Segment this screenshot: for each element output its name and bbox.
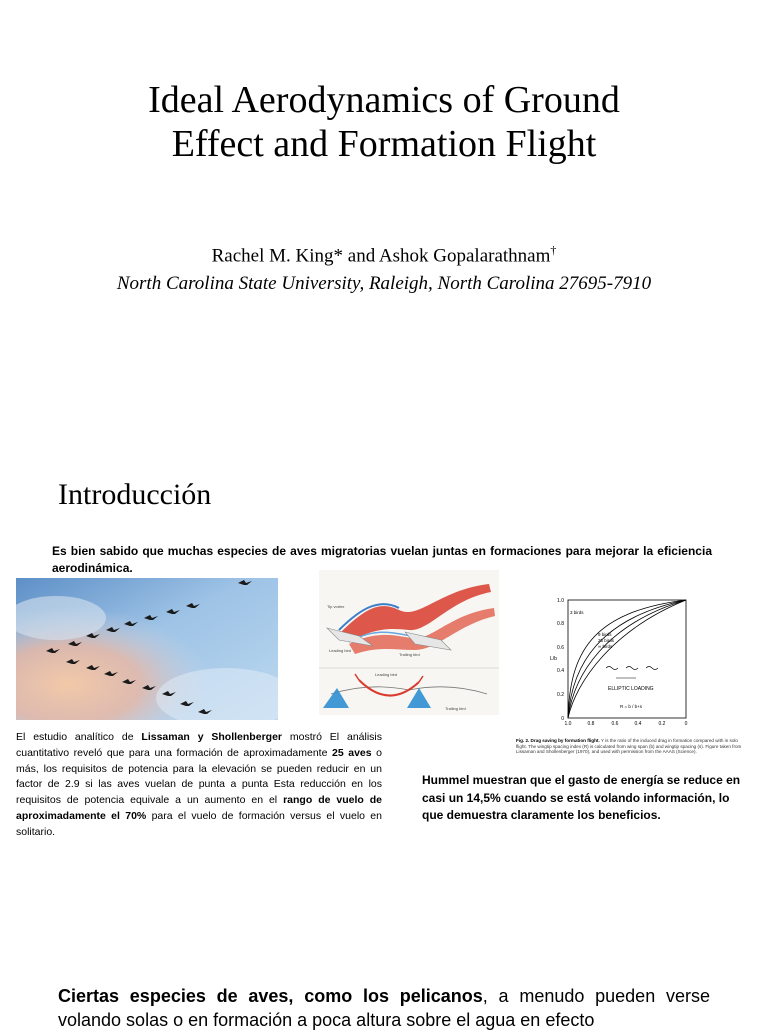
author-names [0,236,768,270]
y-tick: 0.6 [557,645,564,651]
y-tick: 0 [561,716,564,722]
x-tick: 0.6 [611,721,619,726]
intro-lead: Es bien sabido que muchas especies de aves migratorias vuelan juntas en formaciones para mejorar la eficiencia aerodinámica. [52,544,712,575]
study-bold: rango de vuelo de aproximadamente el 70% [16,794,382,822]
series-label: ∞ birds [598,644,613,649]
y-tick: 1.0 [557,598,564,604]
series-label: 3 birds [570,610,584,615]
x-tick: 1.0 [564,721,572,726]
page-title [0,78,768,166]
study-text: para el vuelo de formación versus el vuelo en solitario. [16,809,382,838]
bottom-bold: Ciertas especies de aves, como los pelicanos [58,986,483,1006]
study-bold: Lissaman y Shollenberger [141,731,282,743]
study-bold: 25 aves [332,746,372,759]
vortex-label-tip: Tip vortex [327,604,345,609]
x-tick: 0.8 [587,721,595,726]
x-tick: 0.4 [634,721,642,726]
study-text: mostró El análisis cuantitativo reveló que para una formación de aproximadamente [16,731,383,759]
title-line-2: Effect and Formation Flight [171,123,597,165]
vortex-label-trailing-2: Trailing bird [445,706,466,711]
caption-bold: Fig. 2. Drag saving by formation flight. [516,738,600,743]
drag-saving-graph [540,594,700,726]
study-paragraph [16,730,382,841]
vortex-illustration [319,570,499,715]
bottom-text: , a menudo pueden verse volando solas o en formación a poca altura sobre el agua en efecto [58,986,710,1030]
vortex-label-leading-2: Leading bird [375,672,398,677]
vortex-label-trailing: Trailing bird [399,652,420,657]
study-text: o más, los requisitos de potencia para la elevación se pueden reducir en un factor de 2.9 si las aves vuelan de punta a punta Esta reducción en los requisitos de potencia equivale a un aumento en el [16,746,382,807]
x-tick: 0.2 [658,721,666,726]
intro-heading: Introducción [58,478,212,511]
dagger-mark: † [550,243,557,257]
y-tick: 0.2 [557,692,564,698]
title-line-1: Ideal Aerodynamics of Ground [148,79,620,121]
bird-formation-photo [16,578,278,720]
author-names-text: Rachel M. King* and Ashok Gopalarathnam [211,245,551,267]
study-text: El estudio analítico de [16,731,142,743]
series-label: 9 birds [598,632,612,637]
graph-formula: R = b / b+s [620,704,643,709]
y-tick: 0.4 [557,668,564,674]
y-tick: 0.8 [557,621,564,627]
bottom-paragraph [58,984,710,1032]
graph-title: ELLIPTIC LOADING [608,686,654,692]
hummel-paragraph: Hummel muestran que el gasto de energía se reduce en casi un 14,5% cuando se está volando información, lo que demuestra claramente los beneficios. [422,773,741,822]
author-block [0,236,768,298]
y-axis-label: L/b [550,656,557,662]
series-label: 25 birds [598,638,615,643]
graph-curves [568,600,686,718]
author-affiliation: North Carolina State University, Raleigh, North Carolina 27695-7910 [116,273,652,295]
vortex-label-leading: Leading bird [329,648,352,653]
caption-text: Y is the ratio of the induced drag in formation compared with in solo flight. The wingtip spacing index (R) is calculated from wing span (b) and wingtip spacing (s). Figure taken from Lissaman and Shollenberger (1970), and used with permission from the AAAS (Science). [516,738,742,755]
figure-caption [516,738,746,755]
x-tick: 0 [684,721,688,726]
